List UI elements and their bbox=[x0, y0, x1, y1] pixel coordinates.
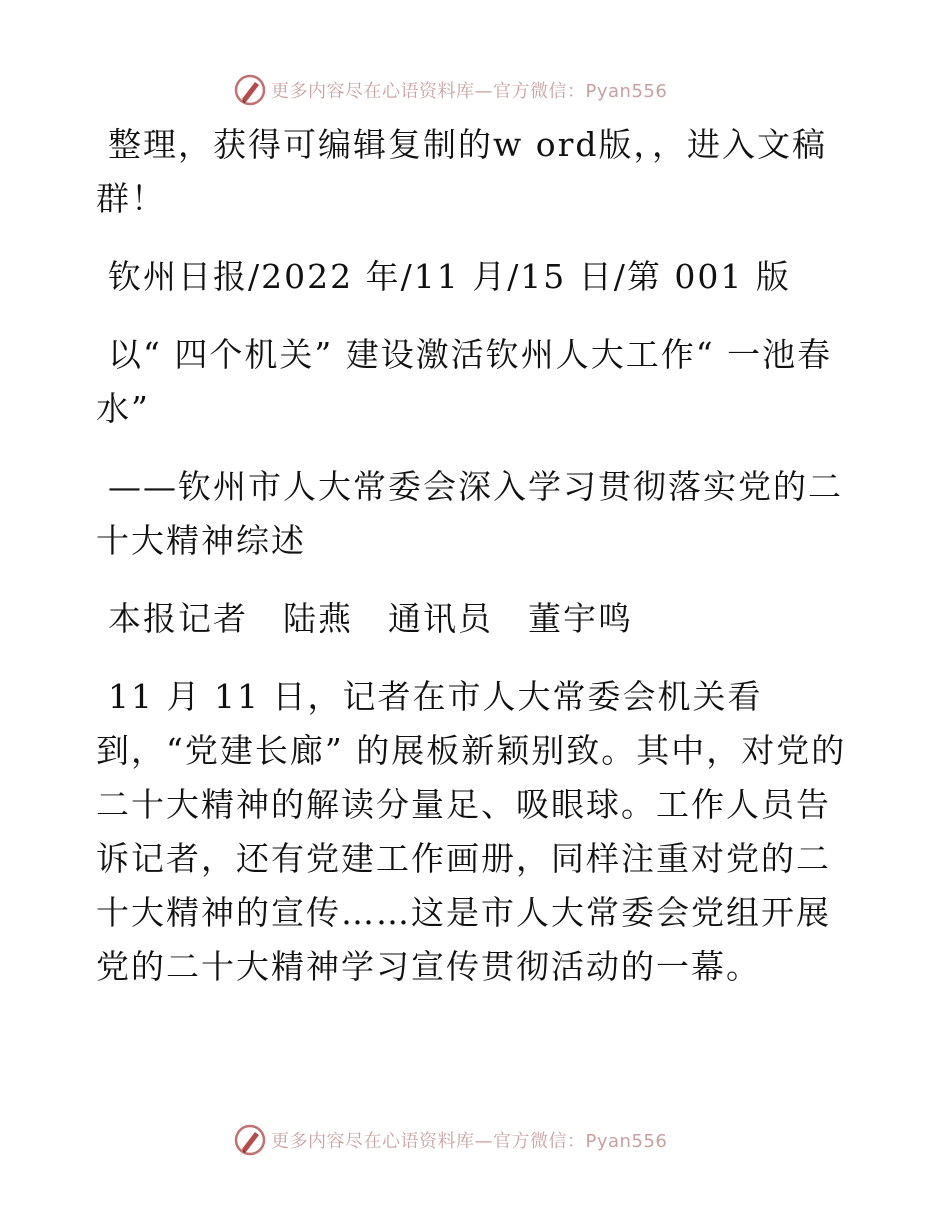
byline: 本报记者 陆燕 通讯员 董宇鸣 bbox=[108, 599, 633, 638]
watermark-text: 更多内容尽在心语资料库—官方微信：Pyan556 bbox=[271, 81, 668, 102]
header-watermark bbox=[233, 72, 667, 108]
source-line: 钦州日报/2022 年/11 月/15 日/第 001 版 bbox=[108, 257, 791, 296]
document-body bbox=[96, 118, 856, 1018]
intro-paragraph: 整理，获得可编辑复制的w ord版，，进入文稿群！ bbox=[96, 125, 828, 218]
body-paragraph: 11 月 11 日，记者在市人大常委会机关看到，“党建长廊” 的展板新颖别致。其中，对党的二十大精神的解读分量足、吸眼球。工作人员告诉记者，还有党建工作画册，同样注重对党的二十大精神的宣传……这是市人大常委会党组开展党的二十大精神学习宣传贯彻活动的一幕。 bbox=[96, 677, 847, 986]
watermark-text: 更多内容尽在心语资料库—官方微信：Pyan556 bbox=[271, 1131, 668, 1152]
article-subtitle: ——钦州市人大常委会深入学习贯彻落实党的二十大精神综述 bbox=[96, 467, 843, 560]
pen-logo-icon bbox=[233, 73, 267, 107]
footer-watermark bbox=[233, 1122, 667, 1158]
article-title: 以“ 四个机关” 建设激活钦州人大工作“ 一池春水” bbox=[96, 335, 833, 428]
pen-logo-icon bbox=[233, 1123, 267, 1157]
